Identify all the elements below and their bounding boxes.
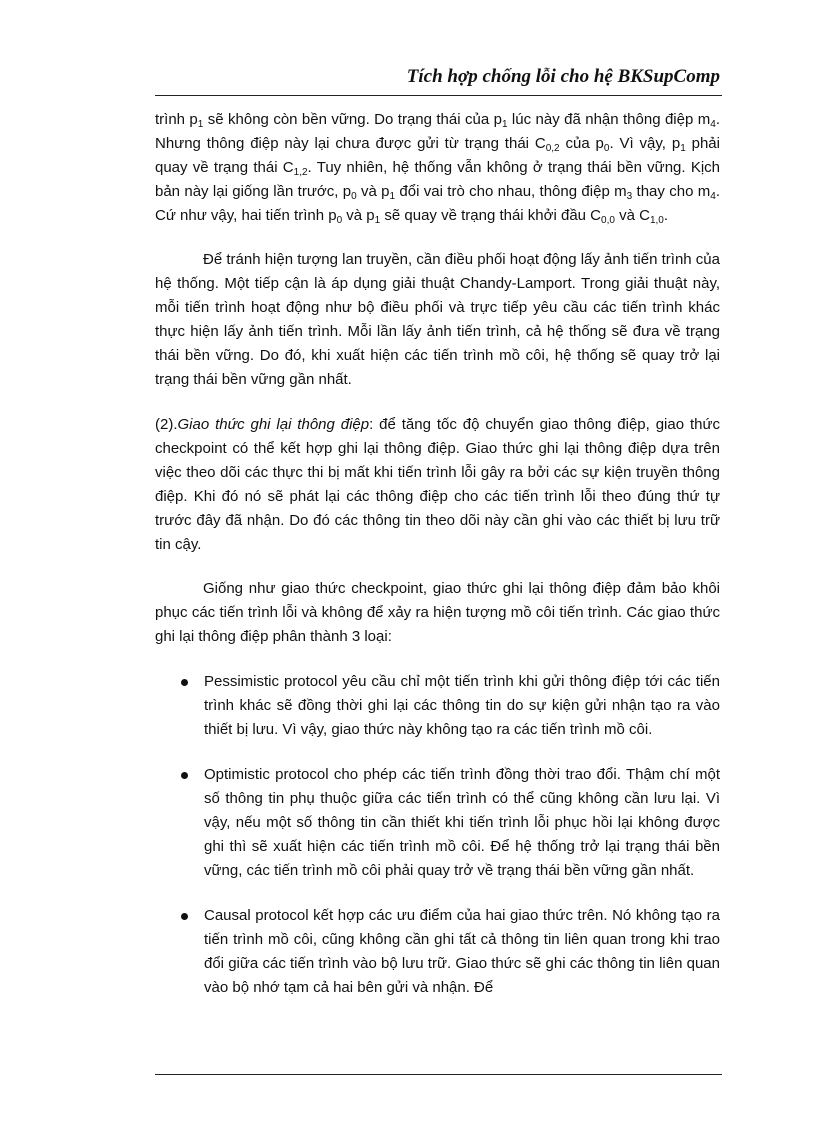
- footer-divider: [155, 1074, 722, 1075]
- document-body: [155, 108, 720, 1000]
- list-item-pessimistic: Pessimistic protocol yêu cầu chỉ một tiến trình khi gửi thông điệp tới các tiến trình khác sẽ đồng thời ghi lại các thông tin do sự kiện gửi nhận tạo ra vào thiết bị lưu. Vì vậy, giao thức này không tạo ra các tiến trình mồ côi.: [155, 670, 720, 742]
- protocol-list: [155, 670, 720, 1000]
- paragraph-message-logging: (2).Giao thức ghi lại thông điệp: để tăng tốc độ chuyển giao thông điệp, giao thức checkpoint có thể kết hợp ghi lại thông điệp. Giao thức ghi lại thông điệp dựa trên việc theo dõi các thực thi bị mất khi tiến trình lỗi gây ra bởi các sự kiện truyền thông điệp. Khi đó nó sẽ phát lại các thông điệp cho các tiến trình lỗi theo đúng thứ tự trước đây đã nhận. Do đó các thông tin theo dõi này cần ghi vào các thiết bị lưu trữ tin cậy.: [155, 416, 720, 553]
- bullet-dot-icon: [181, 913, 188, 920]
- paragraph-chandy-lamport: Để tránh hiện tượng lan truyền, cần điều phối hoạt động lấy ảnh tiến trình của hệ thống. Một tiếp cận là áp dụng giải thuật Chandy-Lamport. Trong giải thuật này, mỗi tiến trình hoạt động như bộ điều phối và trực tiếp yêu cầu các tiến trình khác thực hiện lấy ảnh tiến trình. Mỗi lần lấy ảnh tiến trình, cả hệ thống sẽ đưa về trạng thái bền vững. Do đó, khi xuất hiện các tiến trình mồ côi, hệ thống sẽ quay trở lại trạng thái bền vững gần nhất.: [155, 251, 720, 388]
- bullet-dot-icon: [181, 772, 188, 779]
- paragraph-state-recovery: trình $p_1$ sẽ không còn bền vững. Do trạng thái của $p_1$ lúc này đã nhận thông điệp $m_4$. Nhưng thông điệp này lại chưa được gửi từ trạng thái $C_{0,2}$ của $p_0$. Vì vậy, $p_1$ phải quay về trạng thái $C_{1,2}$. Tuy nhiên, hệ thống vẫn không ở trạng thái bền vững. Kịch bản này lại giống lần trước, $p_0$ và $p_1$ đổi vai trò cho nhau, thông điệp $m_3$ thay cho $m_4$. Cứ như vậy, hai tiến trình $p_0$ và $p_1$ sẽ quay về trạng thái khởi đầu $C_{0,0}$ và $C_{1,0}$.: [155, 111, 721, 226]
- term-message-logging: Giao thức ghi lại thông điệp: [177, 416, 370, 433]
- list-item-optimistic: Optimistic protocol cho phép các tiến trình đồng thời trao đổi. Thậm chí một số thông tin phụ thuộc giữa các tiến trình có thể cũng không cần lưu lại. Vì vậy, nếu một số thông tin cần thiết khi tiến trình lỗi phục hồi lại không được ghi thì sẽ xuất hiện các tiến trình mồ côi. Để hệ thống trở lại trạng thái bền vững, các tiến trình mồ côi phải quay trở về trạng thái bền vững gần nhất.: [155, 763, 720, 883]
- list-item-causal: Causal protocol kết hợp các ưu điểm của hai giao thức trên. Nó không tạo ra tiến trình mồ côi, cũng không cần ghi tất cả thông tin liên quan trong khi trao đổi giữa các tiến trình vào bộ lưu trữ. Giao thức sẽ ghi các thông tin liên quan vào bộ nhớ tạm cả hai bên gửi và nhận. Để: [155, 904, 720, 1000]
- page-header-title: Tích hợp chống lỗi cho hệ BKSupComp: [406, 66, 720, 87]
- bullet-dot-icon: [181, 679, 188, 686]
- header-divider: [155, 95, 722, 96]
- paragraph-protocol-types: Giống như giao thức checkpoint, giao thức ghi lại thông điệp đảm bảo khôi phục các tiến trình lỗi và không để xảy ra hiện tượng mồ côi tiến trình. Các giao thức ghi lại thông điệp phân thành 3 loại:: [155, 580, 720, 645]
